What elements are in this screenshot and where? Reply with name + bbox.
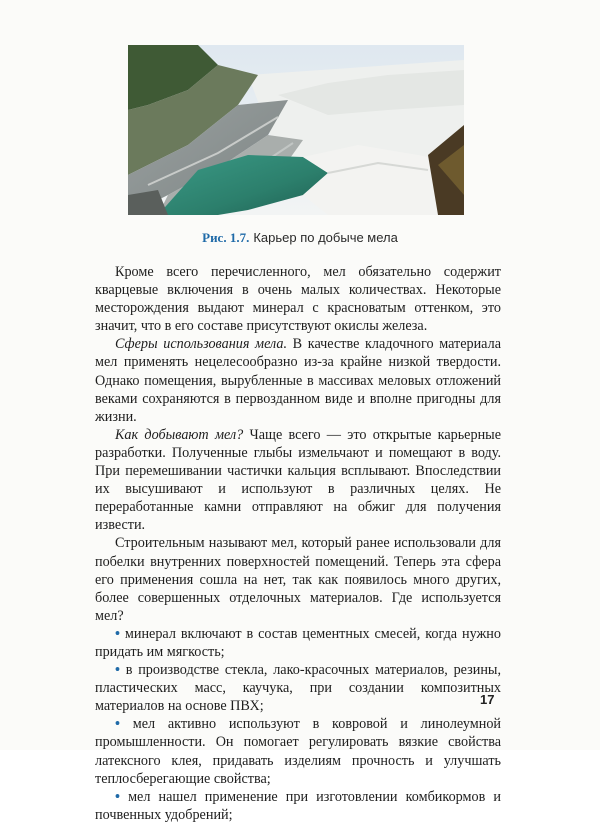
bullet-dot-icon: • <box>115 662 120 679</box>
paragraph-2 <box>95 335 501 425</box>
paragraph-3-lead: Как добывают мел? <box>115 426 244 443</box>
paragraph-1: Кроме всего перечисленного, мел обязательно содержит кварцевые включения в очень малых количествах. Некоторые месторождения выдают минерал с красноватым оттенком, это значит, что в его составе присутствуют окислы железа. <box>95 264 501 335</box>
paragraph-3 <box>95 426 501 535</box>
list-item <box>95 715 501 787</box>
list-item <box>95 661 501 715</box>
list-item <box>95 625 501 661</box>
paragraph-2-text: В качестве кладочного материала мел применять нецелесообразно из-за крайне низкой твердости. Однако помещения, вырубленные в массивах меловых отложений веками сохраняются в первозданном виде и вполне пригодны для жизни. <box>95 336 501 425</box>
paragraph-3-text: Чаще всего — это открытые карьерные разработки. Полученные глыбы измельчают и помещают в воду. При перемешивании частички кальция всплывают. Впоследствии их высушивают и используют в различных целях. Не переработанные камни отправляют на обжиг для получения извести. <box>95 426 501 534</box>
paragraph-4: Строительным называют мел, который ранее использовали для побелки внутренних поверхностей помещений. Теперь эта сфера его применения сошла на нет, так как появилось много других, более совершенных отделочных материалов. Где используется мел? <box>95 535 501 624</box>
figure-label: Рис. 1.7. <box>202 230 250 245</box>
bullet-dot-icon: • <box>115 788 120 805</box>
list-item-text: мел активно используют в ковровой и линолеумной промышленности. Он помогает регулировать вязкие свойства латексного клея, придавать изделиям прочность и улучшать теплосберегающие свойства; <box>95 716 502 787</box>
list-item-text: мел нашел применение при изготовлении комбикормов и почвенных удобрений; <box>95 788 501 823</box>
bullet-dot-icon: • <box>115 625 120 642</box>
page-number: 17 <box>480 692 495 707</box>
body-text <box>95 263 501 824</box>
quarry-photo <box>128 45 464 215</box>
figure-caption <box>0 230 600 246</box>
list-item-text: минерал включают в состав цементных смесей, когда нужно придать им мягкость; <box>95 625 501 660</box>
bullet-dot-icon: • <box>115 716 120 733</box>
figure-caption-text: Карьер по добыче мела <box>253 230 398 245</box>
list-item <box>95 788 501 824</box>
list-item-text: в производстве стекла, лако-красочных материалов, резины, пластических масс, каучука, при создании композитных материалов на основе ПВХ; <box>95 662 502 715</box>
paragraph-2-lead: Сферы использования мела. <box>115 336 288 353</box>
